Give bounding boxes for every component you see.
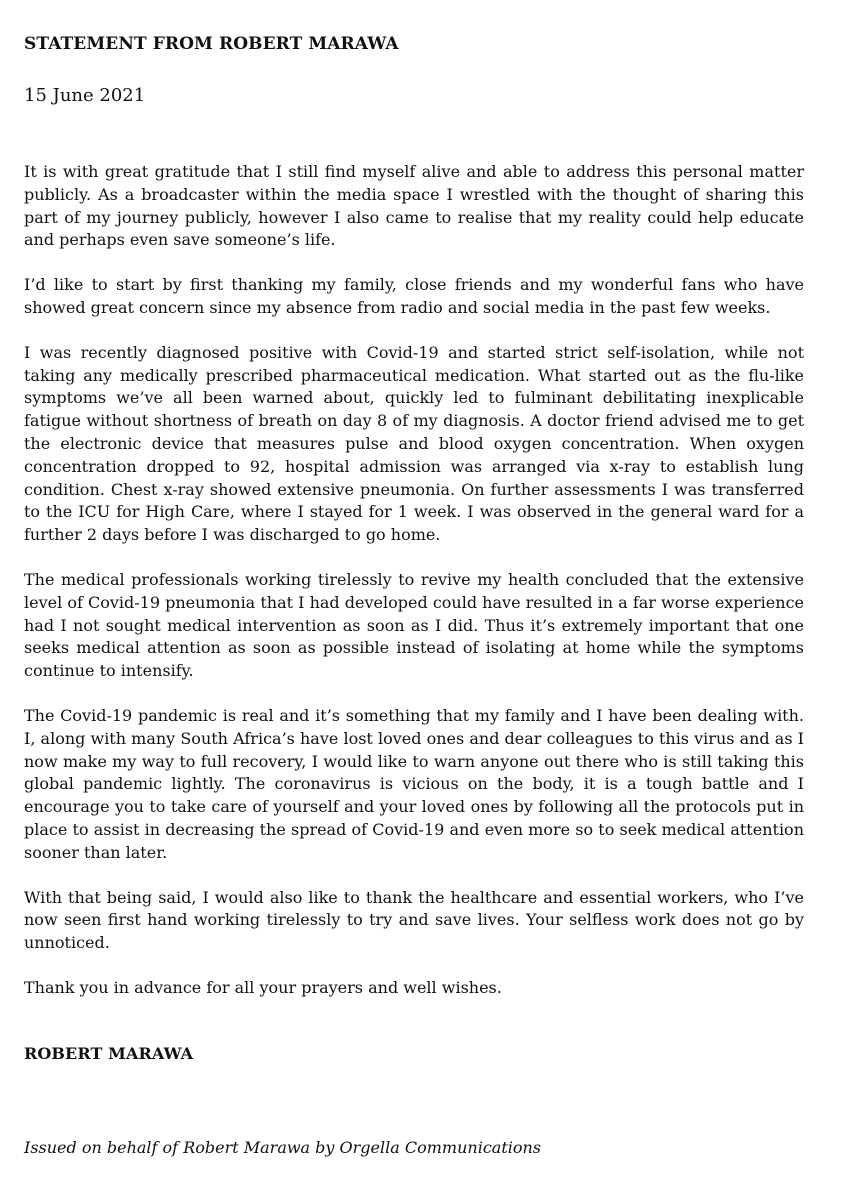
statement-date: 15 June 2021 [24,85,146,106]
paragraph-healthcare-workers: With that being said, I would also like to thank the healthcare and essential workers, who I’ve now seen first hand working tirelessly to try and save lives. Your selfless work does not go by unnoticed. [24,887,804,953]
paragraph-thanks-family: I’d like to start by first thanking my family, close friends and my wonderful fans who have showed great concern since my absence from radio and social media in the past few weeks. [24,275,804,317]
paragraph-diagnosis: I was recently diagnosed positive with Covid-19 and started strict self-isolation, while not taking any medically prescribed pharmaceutical medication. What started out as the flu-like symptoms we’ve all been warned about, quickly led to fulminant debilitating inexplicable fatigue without shortness of breath on day 8 of my diagnosis. A doctor friend advised me to get the electronic device that measures pulse and blood oxygen concentration. When oxygen concentration dropped to 92, hospital admission was arranged via x-ray to establish lung condition. Chest x-ray showed extensive pneumonia. On further assessments I was transferred to the ICU for High Care, where I stayed for 1 week. I was observed in the general ward for a further 2 days before I was discharged to go home. [24,342,804,545]
paragraph-closing: Thank you in advance for all your prayers and well wishes. [24,977,502,997]
paragraph-medical-professionals: The medical professionals working tirelessly to revive my health concluded that the extensive level of Covid-19 pneumonia that I had developed could have resulted in a far worse experience had I not sought medical intervention as soon as I did. Thus it’s extremely important that one seeks medical attention as soon as possible instead of isolating at home while the symptoms continue to intensify. [24,569,804,681]
paragraph-gratitude: It is with great gratitude that I still find myself alive and able to address this personal matter publicly. As a broadcaster within the media space I wrestled with the thought of sharing this part of my journey publicly, however I also came to realise that my reality could help educate and perhaps even save someone’s life. [24,162,804,250]
statement-body [24,161,804,1022]
paragraph-pandemic-warning: The Covid-19 pandemic is real and it’s something that my family and I have been dealing with. I, along with many South Africa’s have lost loved ones and dear colleagues to this virus and as I now make my way to full recovery, I would like to warn anyone out there who is still taking this global pandemic lightly. The coronavirus is vicious on the body, it is a tough battle and I encourage you to take care of yourself and your loved ones by following all the protocols put in place to assist in decreasing the spread of Covid-19 and even more so to seek medical attention sooner than later. [24,705,804,862]
issued-by-note: Issued on behalf of Robert Marawa by Orgella Communications [24,1138,542,1157]
statement-title: STATEMENT FROM ROBERT MARAWA [24,34,399,54]
signature: ROBERT MARAWA [24,1044,194,1063]
